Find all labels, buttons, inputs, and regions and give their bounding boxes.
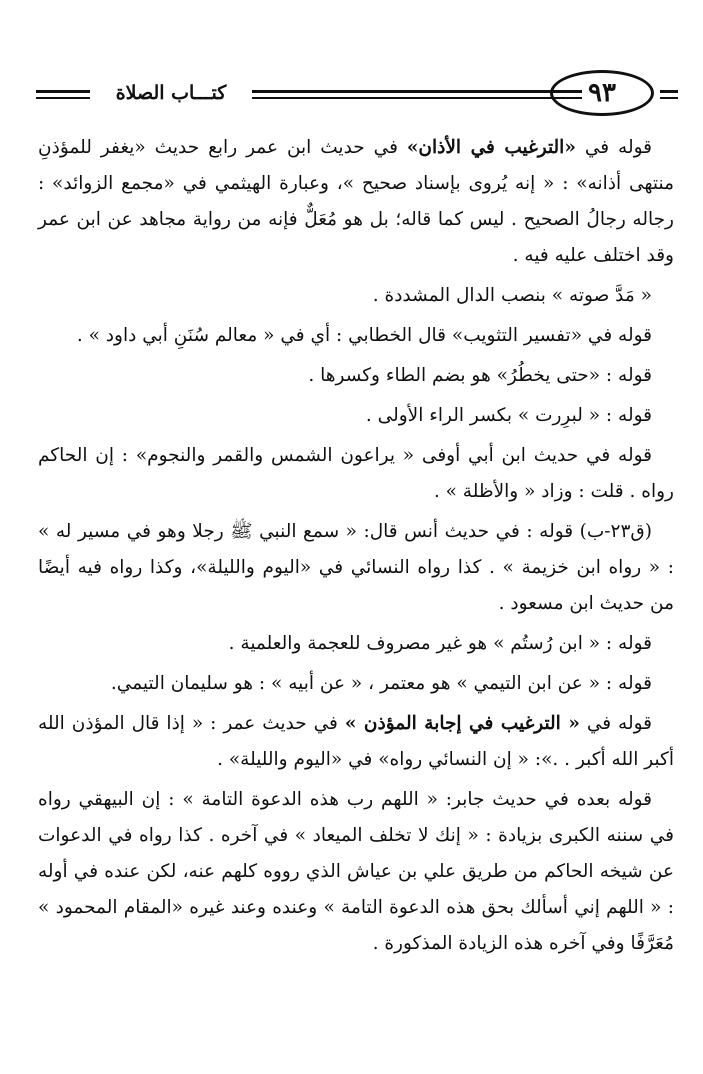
paragraph: قوله في «الترغيب في الأذان» في حديث ابن عمر رابع حديث «يغفر للمؤذنِ منتهى أذانه» : « إنه يُروى بإسناد صحيح »، وعبارة الهيثمي في «مجمع الزوائد» : رجاله رجالُ الصحيح . ليس كما قاله؛ بل هو مُعَلٌّ فإنه من رواية مجاهد عن ابن عمر وقد اختلف عليه فيه . <box>38 137 674 266</box>
paragraph: قوله في « الترغيب في إجابة المؤذن » في حديث عمر : « إذا قال المؤذن الله أكبر الله أكبر . .»: « إن النسائي رواه» في «اليوم والليلة» . <box>38 713 674 770</box>
paragraph: « مَدَّ صوته » بنصب الدال المشددة . <box>372 285 652 306</box>
paragraph: قوله : « ابن رُستُم » هو غير مصروف للعجمة والعلمية . <box>228 633 652 654</box>
paragraph: قوله : « عن ابن التيمي » هو معتمر ، « عن أبيه » : هو سليمان التيمي. <box>110 673 652 694</box>
paragraph: قوله : « لبرِرت » بكسر الراء الأولى . <box>365 405 652 426</box>
header-rule-right <box>660 90 678 99</box>
page-header <box>30 68 678 124</box>
paragraph: قوله في «تفسير التثويب» قال الخطابي : أي في « معالم سُنَنِ أبي داود » . <box>76 325 652 346</box>
paragraph: قوله في حديث ابن أبي أوفى « يراعون الشمس والقمر والنجوم» : إن الحاكم رواه . قلت : وزاد « والأظلة » . <box>38 445 674 502</box>
header-rule-left <box>36 90 90 99</box>
header-rule-middle <box>252 90 582 99</box>
chapter-title: كتـــاب الصلاة <box>115 82 227 104</box>
page-number: ٩٣ <box>550 70 654 116</box>
page-body <box>38 130 674 966</box>
paragraph: قوله بعده في حديث جابر: « اللهم رب هذه الدعوة التامة » : إن البيهقي رواه في سننه الكبرى بزيادة : « إنك لا تخلف الميعاد » في آخره . كذا رواه في الدعوات عن شيخه الحاكم من طريق علي بن عياش الذي رووه كلهم عنه، لكن عنده في أوله : « اللهم إني أسألك بحق هذه الدعوة التامة » وعنده وعند غيره «المقام المحمود » مُعَرَّفًا وفي آخره هذه الزيادة المذكورة . <box>38 789 675 954</box>
paragraph: (ق٢٣-ب) قوله : في حديث أنس قال: « سمع النبي ﷺ رجلا وهو في مسير له » : « رواه ابن خزيمة » . كذا رواه النسائي في «اليوم والليلة»، وكذا رواه فيه أيضًا من حديث ابن مسعود . <box>38 521 674 614</box>
paragraph: قوله : «حتى يخطُرُ» هو بضم الطاء وكسرها . <box>308 365 652 386</box>
